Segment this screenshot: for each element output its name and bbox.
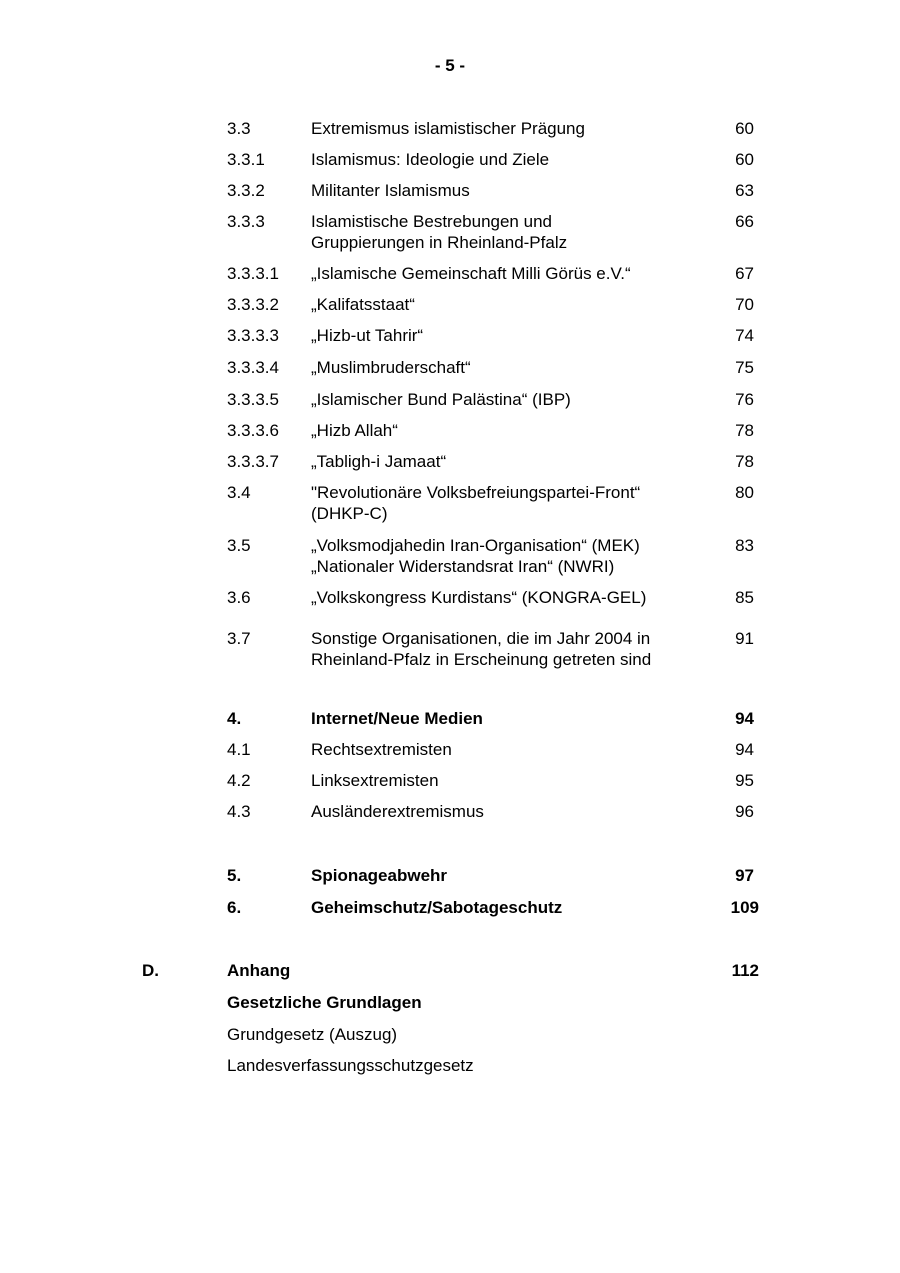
entry-number: 3.3.3.6	[227, 421, 279, 440]
entry-title: „Islamische Gemeinschaft Milli Görüs e.V.“	[311, 264, 631, 283]
entry-page: 94	[735, 709, 754, 728]
entry-title: „Tabligh-i Jamaat“	[311, 452, 447, 471]
entry-title-line: Rheinland-Pfalz in Erscheinung getreten sind	[311, 650, 652, 669]
page-number: - 5 -	[434, 56, 466, 75]
entry-title-line: Sonstige Organisationen, die im Jahr 2004 in	[311, 629, 651, 648]
entry-title: Islamismus: Ideologie und Ziele	[311, 150, 550, 169]
entry-title: Internet/Neue Medien	[311, 709, 483, 728]
entry-title: Extremismus islamistischer Prägung	[311, 119, 585, 138]
entry-number: 3.3.1	[227, 150, 265, 169]
appendix-item-title: Landesverfassungsschutzgesetz	[227, 1056, 474, 1075]
appendix-page: 112	[731, 961, 759, 980]
entry-number: 3.3.3	[227, 212, 265, 231]
entry-number: 3.3.3.4	[227, 358, 279, 377]
entry-page: 94	[735, 740, 754, 759]
entry-number: 3.3.3.5	[227, 390, 279, 409]
entry-title-line: "Revolutionäre Volksbefreiungspartei-Front“	[311, 483, 641, 502]
entry-title: „Kalifatsstaat“	[311, 295, 415, 314]
entry-title-line: Islamistische Bestrebungen und	[311, 212, 552, 231]
entry-number: 3.3.3.1	[227, 264, 279, 283]
entry-page: 67	[735, 264, 754, 283]
entry-page: 78	[735, 452, 754, 471]
entry-number: 3.6	[227, 588, 251, 607]
entry-page: 76	[735, 390, 754, 409]
appendix-title: Anhang	[227, 961, 291, 980]
entry-title: Spionageabwehr	[311, 866, 448, 885]
entry-title	[311, 535, 701, 577]
entry-title: Linksextremisten	[311, 771, 439, 790]
entry-page: 75	[735, 358, 754, 377]
entry-page: 74	[735, 326, 754, 345]
entry-page: 60	[735, 150, 754, 169]
entry-number: 4.1	[227, 740, 251, 759]
entry-title	[311, 628, 701, 670]
appendix-item-title: Grundgesetz (Auszug)	[227, 1025, 398, 1044]
entry-number: 3.7	[227, 629, 251, 648]
entry-title	[311, 211, 701, 253]
entry-page: 63	[735, 181, 754, 200]
appendix-subheading: Gesetzliche Grundlagen	[227, 993, 422, 1012]
entry-title: „Hizb-ut Tahrir“	[311, 326, 424, 345]
entry-number: 3.3.3.3	[227, 326, 279, 345]
entry-page: 85	[735, 588, 754, 607]
entry-title-line: (DHKP-C)	[311, 504, 388, 523]
entry-page: 83	[735, 536, 754, 555]
entry-page: 78	[735, 421, 754, 440]
entry-title: „Muslimbruderschaft“	[311, 358, 471, 377]
entry-number: 3.3.2	[227, 181, 265, 200]
entry-page: 95	[735, 771, 754, 790]
entry-page: 70	[735, 295, 754, 314]
entry-title: „Islamischer Bund Palästina“ (IBP)	[311, 390, 571, 409]
entry-page: 60	[735, 119, 754, 138]
entry-title: „Hizb Allah“	[311, 421, 398, 440]
entry-title: Militanter Islamismus	[311, 181, 470, 200]
entry-title: Geheimschutz/Sabotageschutz	[311, 898, 563, 917]
entry-title-line: „Volksmodjahedin Iran-Organisation“ (MEK)	[311, 536, 640, 555]
entry-number: 6.	[227, 898, 242, 917]
entry-number: 5.	[227, 866, 242, 885]
entry-number: 3.3.3.2	[227, 295, 279, 314]
entry-number: 3.3	[227, 119, 251, 138]
appendix-number: D.	[142, 961, 159, 980]
entry-title	[311, 482, 701, 524]
entry-title: Ausländerextremismus	[311, 802, 484, 821]
entry-number: 4.	[227, 709, 242, 728]
entry-page: 97	[735, 866, 754, 885]
entry-number: 3.4	[227, 483, 251, 502]
entry-page: 66	[735, 212, 754, 231]
entry-page: 80	[735, 483, 754, 502]
entry-number: 3.3.3.7	[227, 452, 279, 471]
entry-number: 4.3	[227, 802, 251, 821]
entry-title-line: „Nationaler Widerstandsrat Iran“ (NWRI)	[311, 557, 615, 576]
entry-number: 4.2	[227, 771, 251, 790]
entry-title-line: Gruppierungen in Rheinland-Pfalz	[311, 233, 568, 252]
entry-number: 3.5	[227, 536, 251, 555]
entry-title: Rechtsextremisten	[311, 740, 452, 759]
entry-page: 91	[735, 629, 754, 648]
entry-page: 109	[730, 898, 759, 917]
entry-page: 96	[735, 802, 754, 821]
entry-title: „Volkskongress Kurdistans“ (KONGRA-GEL)	[311, 588, 647, 607]
